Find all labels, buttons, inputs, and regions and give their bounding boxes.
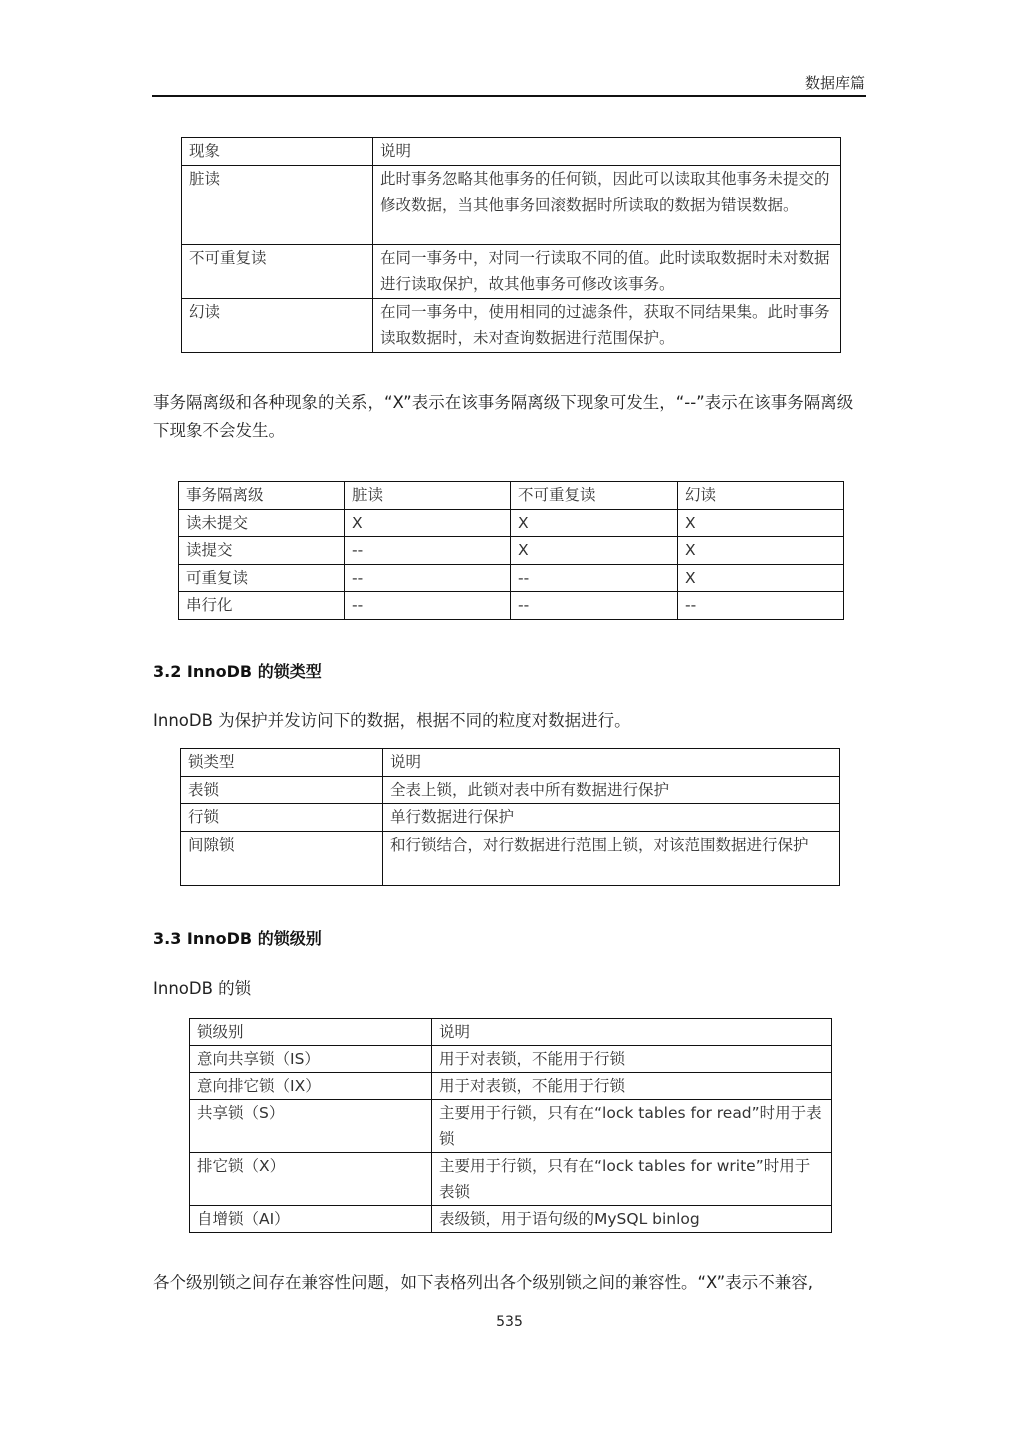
table-header-cell: 事务隔离级: [179, 482, 345, 510]
table-cell: 在同一事务中，使用相同的过滤条件，获取不同结果集。此时事务读取数据时，未对查询数据进行范围保护。: [373, 299, 841, 353]
table-row: [181, 832, 840, 886]
table-cell: 排它锁（X）: [190, 1153, 432, 1206]
table-header-cell: 说明: [373, 138, 841, 166]
section-heading-3-2: 3.2 InnoDB 的锁类型: [153, 662, 322, 681]
table-cell: 串行化: [179, 592, 345, 620]
table-cell: 主要用于行锁，只有在“lock tables for write”时用于表锁: [432, 1153, 832, 1206]
table-row: [190, 1046, 832, 1073]
table-header-cell: 现象: [182, 138, 373, 166]
table-cell: --: [345, 537, 511, 565]
table-row: [190, 1153, 832, 1206]
table-row: [190, 1100, 832, 1153]
table-cell: 单行数据进行保护: [383, 804, 840, 832]
table-header-cell: 说明: [432, 1019, 832, 1046]
table-cell: 行锁: [181, 804, 383, 832]
table-cell: 幻读: [182, 299, 373, 353]
table-row: [179, 592, 844, 620]
table-cell: --: [678, 592, 844, 620]
table-cell: X: [511, 510, 678, 537]
phenomena-table: [181, 137, 841, 353]
table-cell: 自增锁（AI）: [190, 1206, 432, 1233]
page-number: 535: [496, 1314, 523, 1330]
table-header-cell: 锁类型: [181, 749, 383, 777]
table-cell: 在同一事务中，对同一行读取不同的值。此时读取数据时未对数据进行读取保护，故其他事务可修改该事务。: [373, 245, 841, 299]
table-row: [179, 537, 844, 565]
page-header-title: 数据库篇: [804, 74, 865, 92]
table-cell: 共享锁（S）: [190, 1100, 432, 1153]
section-3-3-intro: InnoDB 的锁: [153, 979, 252, 998]
table-cell: 脏读: [182, 166, 373, 245]
table-cell: 不可重复读: [182, 245, 373, 299]
table-header-row: [190, 1019, 832, 1046]
isolation-level-table: [178, 481, 844, 620]
isolation-description: 事务隔离级和各种现象的关系，“X”表示在该事务隔离级下现象可发生，“--”表示在该事务隔离级下现象不会发生。: [153, 393, 854, 440]
table-header-cell: 不可重复读: [511, 482, 678, 510]
table-cell: 此时事务忽略其他事务的任何锁，因此可以读取其他事务未提交的修改数据，当其他事务回滚数据时所读取的数据为错误数据。: [373, 166, 841, 245]
table-cell: 意向排它锁（IX）: [190, 1073, 432, 1100]
table-cell: --: [511, 592, 678, 620]
compatibility-description: 各个级别锁之间存在兼容性问题，如下表格列出各个级别锁之间的兼容性。“X”表示不兼容,: [153, 1273, 813, 1292]
table-cell: 表级锁，用于语句级的MySQL binlog: [432, 1206, 832, 1233]
table-row: [190, 1073, 832, 1100]
table-row: [179, 510, 844, 537]
section-3-2-intro: InnoDB 为保护并发访问下的数据，根据不同的粒度对数据进行。: [153, 711, 631, 730]
table-row: [182, 166, 841, 245]
table-cell: X: [678, 537, 844, 565]
table-cell: 全表上锁，此锁对表中所有数据进行保护: [383, 777, 840, 804]
table-header-cell: 说明: [383, 749, 840, 777]
table-cell: 读提交: [179, 537, 345, 565]
lock-level-table: [189, 1018, 832, 1233]
table-header-row: [179, 482, 844, 510]
table-cell: X: [511, 537, 678, 565]
table-cell: 间隙锁: [181, 832, 383, 886]
table-cell: 读未提交: [179, 510, 345, 537]
table-cell: 主要用于行锁，只有在“lock tables for read”时用于表锁: [432, 1100, 832, 1153]
table-row: [181, 804, 840, 832]
table-cell: X: [678, 565, 844, 592]
table-cell: 用于对表锁，不能用于行锁: [432, 1073, 832, 1100]
table-cell: 意向共享锁（IS）: [190, 1046, 432, 1073]
table-cell: --: [345, 592, 511, 620]
table-header-cell: 幻读: [678, 482, 844, 510]
table-cell: X: [678, 510, 844, 537]
table-header-row: [181, 749, 840, 777]
section-heading-3-3: 3.3 InnoDB 的锁级别: [153, 929, 322, 948]
table-header-row: [182, 138, 841, 166]
table-row: [179, 565, 844, 592]
table-cell: --: [345, 565, 511, 592]
table-row: [182, 245, 841, 299]
table-cell: 和行锁结合，对行数据进行范围上锁，对该范围数据进行保护: [383, 832, 840, 886]
table-row: [181, 777, 840, 804]
table-row: [190, 1206, 832, 1233]
table-cell: 用于对表锁，不能用于行锁: [432, 1046, 832, 1073]
table-cell: --: [511, 565, 678, 592]
table-header-cell: 脏读: [345, 482, 511, 510]
table-cell: 可重复读: [179, 565, 345, 592]
table-cell: 表锁: [181, 777, 383, 804]
table-header-cell: 锁级别: [190, 1019, 432, 1046]
table-cell: X: [345, 510, 511, 537]
lock-type-table: [180, 748, 840, 886]
table-row: [182, 299, 841, 353]
header-rule: [152, 95, 866, 97]
